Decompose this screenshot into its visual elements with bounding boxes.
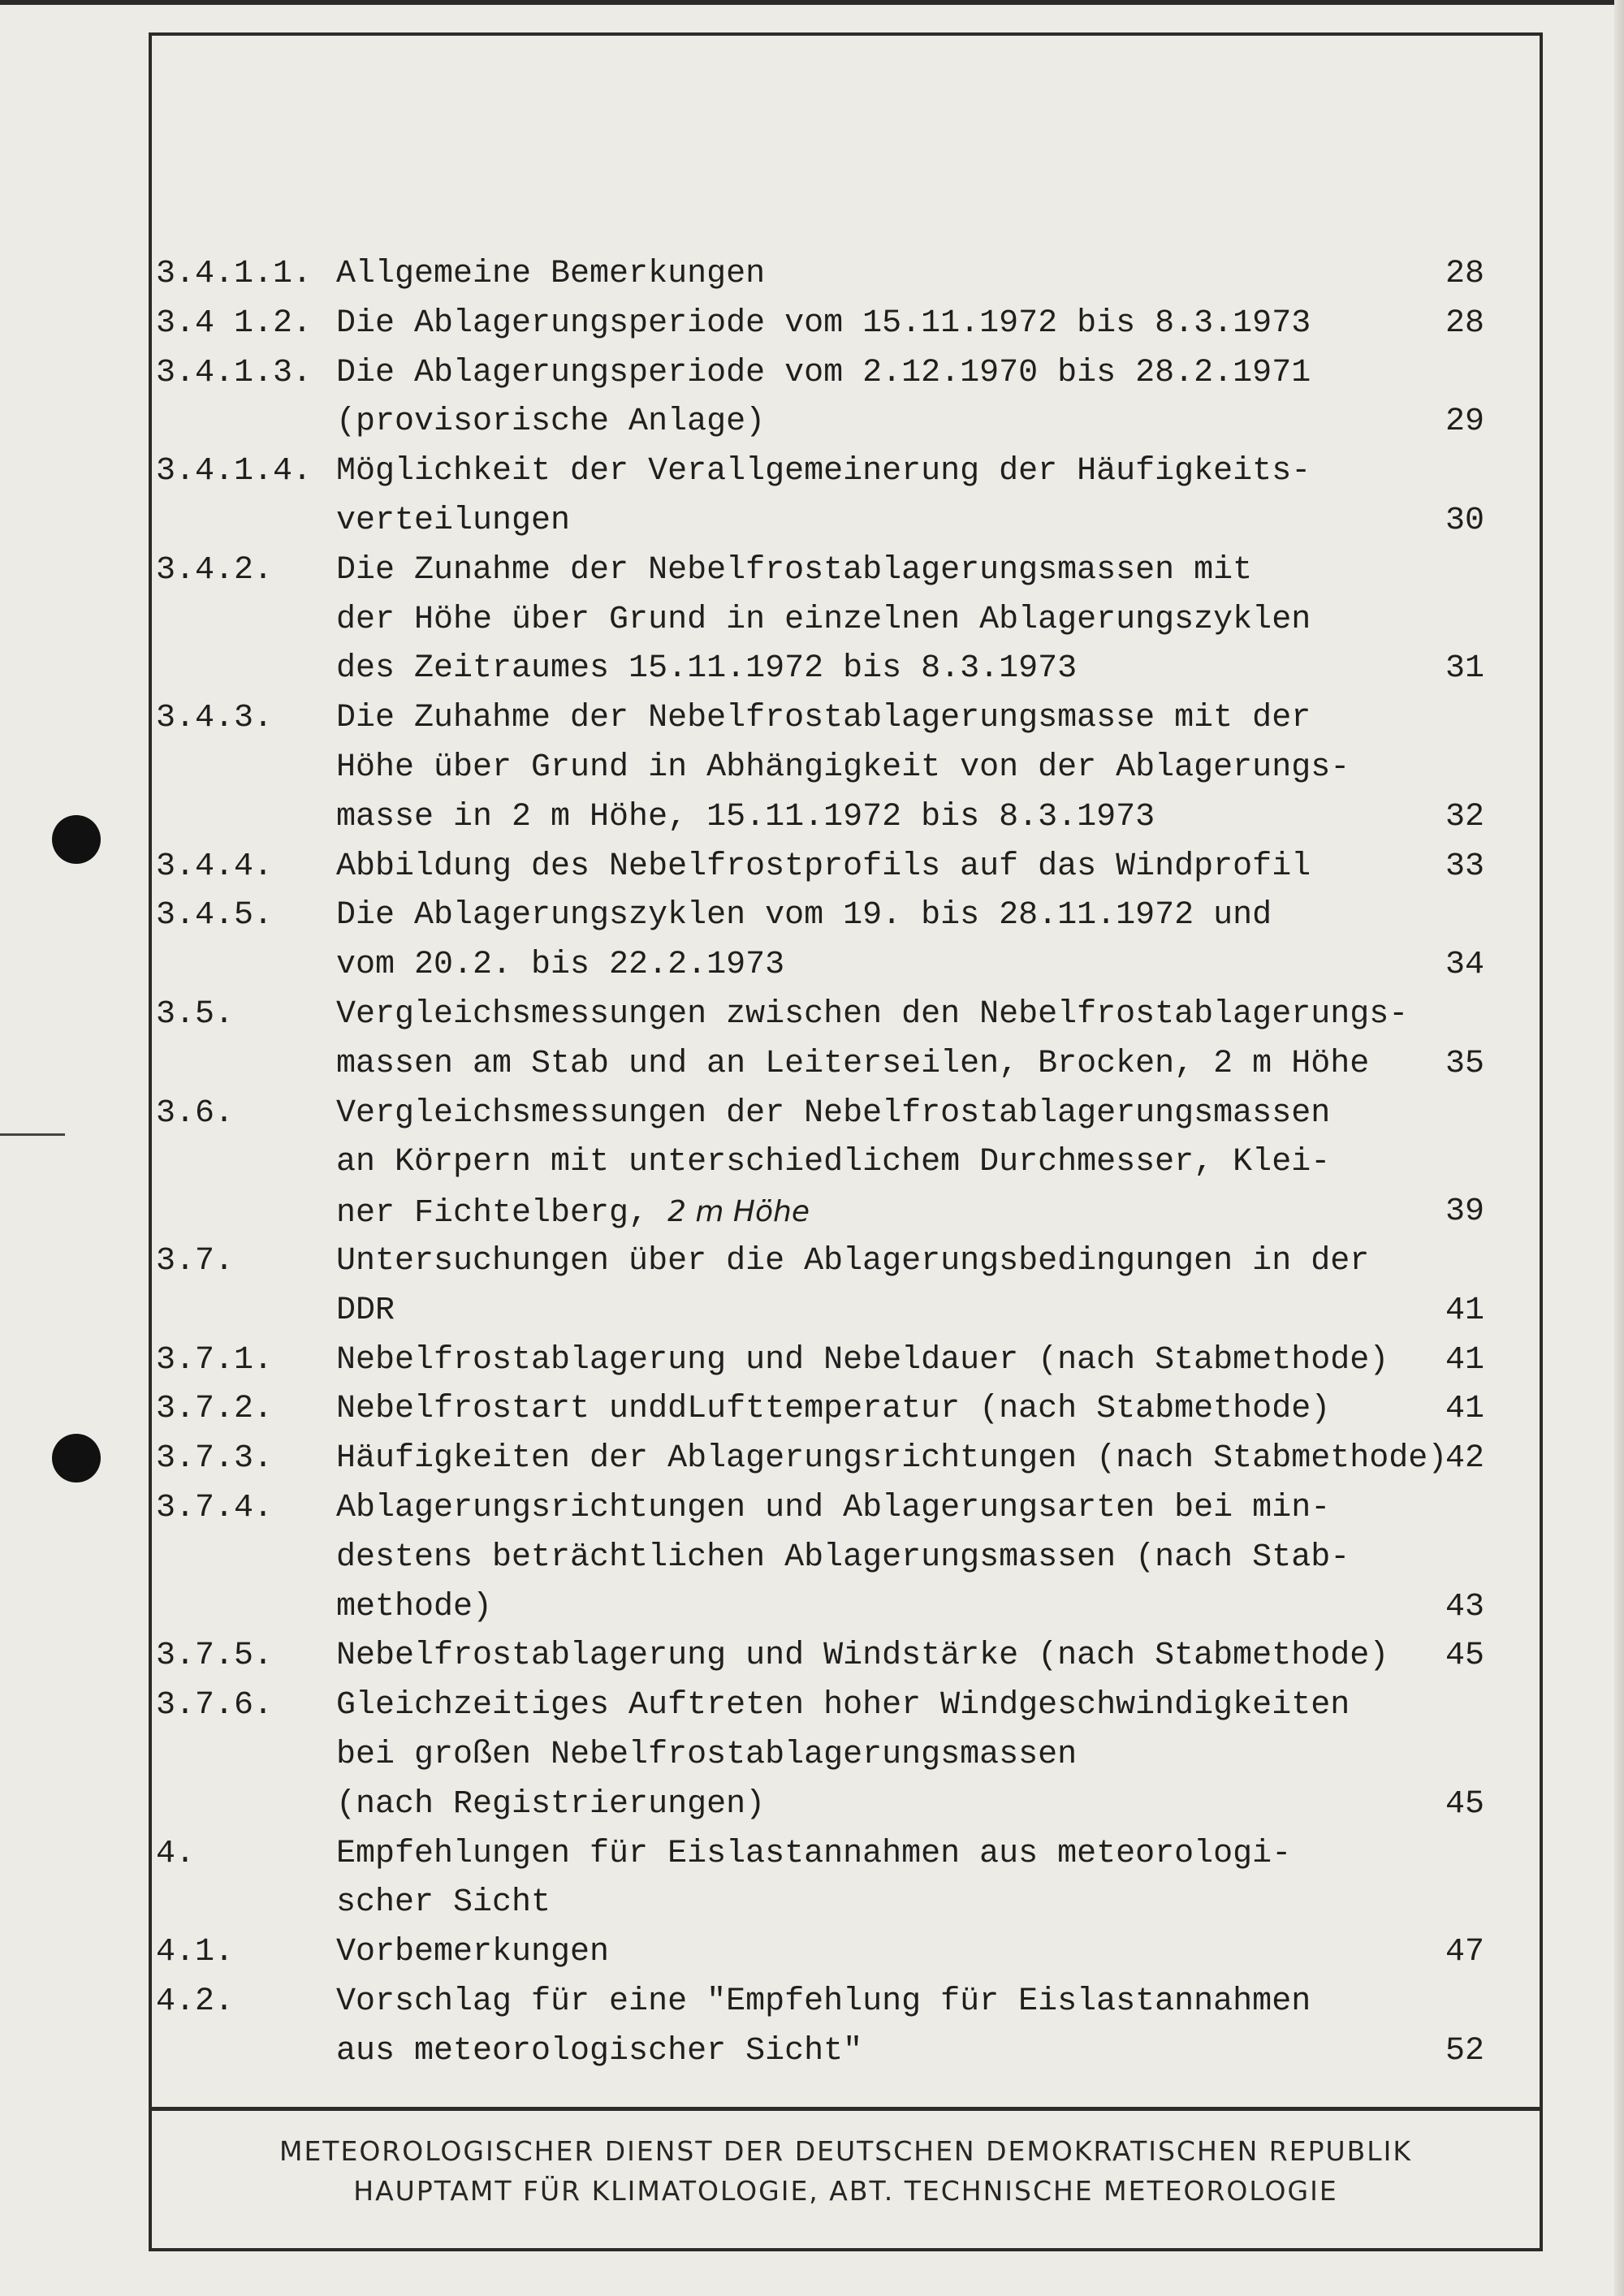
toc-entry — [156, 1681, 1536, 1829]
toc-line — [156, 1385, 1536, 1435]
toc-section-title — [336, 1632, 1389, 1681]
toc-section-title — [336, 744, 1350, 793]
toc-entry — [156, 1385, 1536, 1435]
toc-line — [156, 1534, 1536, 1583]
toc-line — [156, 2027, 1536, 2077]
toc-section-number: 3.4.1.3. — [156, 354, 313, 391]
toc-line — [156, 1435, 1536, 1484]
toc-title-text: aus meteorologischer Sicht" — [336, 2032, 863, 2069]
toc-page-number: 31 — [1445, 650, 1485, 688]
toc-title-text: des Zeitraumes 15.11.1972 bis 8.3.1973 — [336, 650, 1078, 688]
toc-title-text: Häufigkeiten der Ablagerungsrichtungen (nach Stabmethode) — [336, 1440, 1448, 1478]
toc-line — [156, 300, 1536, 349]
toc-section-title — [336, 1237, 1369, 1287]
toc-entry — [156, 891, 1536, 990]
toc-section-number: 3.4.3. — [156, 700, 274, 737]
toc-section-title — [336, 546, 1252, 596]
toc-line — [156, 645, 1536, 694]
toc-title-text: der Höhe über Grund in einzelnen Ablagerungszyklen — [336, 601, 1311, 638]
toc-section-title — [336, 1188, 810, 1239]
toc-line — [156, 1830, 1536, 1880]
toc-title-text: Vorschlag für eine "Empfehlung für Eislastannahmen — [336, 1983, 1311, 2020]
toc-line — [156, 398, 1536, 447]
toc-line — [156, 250, 1536, 300]
toc-section-number: 3.7.4. — [156, 1489, 274, 1526]
toc-line — [156, 1632, 1536, 1681]
toc-section-title — [336, 941, 784, 990]
toc-page-number: 41 — [1445, 1391, 1485, 1428]
toc-section-title — [336, 497, 570, 546]
toc-page-number: 30 — [1445, 502, 1485, 539]
toc-entry — [156, 843, 1536, 892]
toc-entry — [156, 546, 1536, 694]
toc-title-text: methode) — [336, 1588, 493, 1625]
toc-section-title — [336, 1287, 395, 1336]
toc-section-title — [336, 447, 1311, 497]
toc-section-title — [336, 1138, 1330, 1188]
toc-line — [156, 990, 1536, 1040]
toc-title-text: massen am Stab und an Leiterseilen, Brocken, 2 m Höhe — [336, 1045, 1370, 1082]
toc-line — [156, 447, 1536, 497]
toc-entry — [156, 1237, 1536, 1336]
toc-entry — [156, 1632, 1536, 1681]
toc-section-number: 3.4.1.1. — [156, 256, 313, 292]
toc-entry — [156, 349, 1536, 448]
toc-line — [156, 1879, 1536, 1928]
toc-title-text: Vorbemerkungen — [336, 1934, 610, 1971]
toc-section-title — [336, 398, 765, 447]
toc-line — [156, 546, 1536, 596]
toc-title-text: Abbildung des Nebelfrostprofils auf das Windprofil — [336, 848, 1311, 885]
toc-title-text: scher Sicht — [336, 1884, 551, 1922]
toc-section-number: 3.7.5. — [156, 1638, 274, 1675]
toc-section-title — [336, 300, 1311, 349]
toc-section-title — [336, 990, 1408, 1040]
toc-title-text: an Körpern mit unterschiedlichem Durchmesser, Klei- — [336, 1144, 1331, 1181]
toc-page-number: 52 — [1445, 2032, 1485, 2069]
toc-entry — [156, 990, 1536, 1090]
punch-hole-bottom — [52, 1434, 101, 1482]
footer — [149, 2131, 1543, 2211]
toc-entry — [156, 694, 1536, 842]
toc-title-text: Ablagerungsrichtungen und Ablagerungsarten bei min- — [336, 1489, 1331, 1526]
toc-section-title — [336, 349, 1311, 399]
toc-title-text: vom 20.2. bis 22.2.1973 — [336, 947, 785, 984]
toc-section-title — [336, 694, 1311, 744]
toc-entry — [156, 1090, 1536, 1237]
toc-line — [156, 1237, 1536, 1287]
toc-title-text: bei großen Nebelfrostablagerungsmassen — [336, 1736, 1078, 1773]
toc-entry — [156, 1484, 1536, 1632]
toc-line — [156, 1040, 1536, 1090]
toc-section-title — [336, 1435, 1447, 1484]
toc-section-title — [336, 250, 765, 300]
toc-section-title — [336, 2027, 862, 2077]
toc-entry — [156, 1978, 1536, 2077]
toc-title-text: Nebelfrostablagerung und Windstärke (nach Stabmethode) — [336, 1638, 1389, 1675]
toc-title-text: Die Zuhahme der Nebelfrostablagerungsmasse mit der — [336, 700, 1311, 737]
toc-line — [156, 891, 1536, 941]
toc-page-number: 39 — [1445, 1193, 1485, 1231]
footer-line-department: HAUPTAMT FÜR KLIMATOLOGIE, ABT. TECHNISCHE METEOROLOGIE — [353, 2175, 1338, 2207]
toc-section-number: 3.4.1.4. — [156, 453, 313, 490]
toc-page-number: 43 — [1445, 1588, 1485, 1625]
toc-title-text: verteilungen — [336, 502, 571, 539]
toc-section-number: 3.7.6. — [156, 1687, 274, 1724]
toc-section-title — [336, 1484, 1330, 1534]
toc-title-text: DDR — [336, 1292, 395, 1329]
toc-page-number: 28 — [1445, 256, 1485, 292]
toc-line — [156, 793, 1536, 843]
toc-title-text: (provisorische Anlage) — [336, 404, 766, 441]
toc-title-text: Gleichzeitiges Auftreten hoher Windgeschwindigkeiten — [336, 1687, 1350, 1724]
toc-entry — [156, 1435, 1536, 1484]
toc-line — [156, 1978, 1536, 2027]
toc-section-number: 3.7.1. — [156, 1341, 274, 1379]
toc-line — [156, 1928, 1536, 1978]
toc-page-number: 28 — [1445, 304, 1485, 342]
toc-section-title — [336, 1090, 1330, 1139]
toc-title-text: destens beträchtlichen Ablagerungsmassen (nach Stab- — [336, 1539, 1350, 1576]
toc-page-number: 42 — [1445, 1440, 1485, 1478]
toc-section-title — [336, 891, 1272, 941]
toc-title-text: Möglichkeit der Verallgemeinerung der Häufigkeits- — [336, 453, 1311, 490]
toc-title-text: ner Fichtelberg, — [336, 1195, 649, 1232]
toc-page-number: 29 — [1445, 404, 1485, 441]
toc-line — [156, 596, 1536, 645]
toc-section-title — [336, 1534, 1350, 1583]
toc-title-text: Höhe über Grund in Abhängigkeit von der Ablagerungs- — [336, 749, 1350, 786]
toc-line — [156, 1484, 1536, 1534]
toc-line — [156, 1681, 1536, 1731]
toc-section-number: 4.2. — [156, 1983, 235, 2020]
toc-section-number: 3.4.4. — [156, 848, 274, 885]
toc-section-title — [336, 1336, 1389, 1386]
toc-line — [156, 349, 1536, 399]
toc-section-number: 3.7.2. — [156, 1391, 274, 1428]
toc-entry — [156, 1928, 1536, 1978]
toc-entry — [156, 1336, 1536, 1386]
toc-page-number: 45 — [1445, 1638, 1485, 1675]
toc-page-number: 34 — [1445, 947, 1485, 984]
toc-section-title — [336, 1830, 1291, 1880]
toc-title-text: Vergleichsmessungen zwischen den Nebelfrostablagerungs- — [336, 995, 1409, 1033]
toc-line — [156, 1188, 1536, 1237]
toc-page-number: 47 — [1445, 1934, 1485, 1971]
toc-title-text: Allgemeine Bemerkungen — [336, 256, 766, 292]
toc-section-title — [336, 1681, 1350, 1731]
toc-section-title — [336, 793, 1155, 843]
toc-section-title — [336, 1583, 492, 1633]
toc-page-number: 32 — [1445, 798, 1485, 835]
toc-section-number: 3.4.2. — [156, 551, 274, 589]
toc-title-text: Die Ablagerungszyklen vom 19. bis 28.11.1972 und — [336, 897, 1272, 934]
toc-section-title — [336, 1731, 1077, 1780]
toc-line — [156, 1287, 1536, 1336]
toc-line — [156, 1731, 1536, 1780]
toc-title-text: Die Ablagerungsperiode vom 2.12.1970 bis 28.2.1971 — [336, 354, 1311, 391]
toc-section-title — [336, 1040, 1369, 1090]
toc-section-number: 3.4 1.2. — [156, 304, 313, 342]
toc-title-text: Empfehlungen für Eislastannahmen aus meteorologi- — [336, 1835, 1292, 1872]
toc-line — [156, 1336, 1536, 1386]
toc-page-number: 33 — [1445, 848, 1485, 885]
toc-line — [156, 1583, 1536, 1633]
toc-entry — [156, 447, 1536, 546]
toc-section-number: 3.7.3. — [156, 1440, 274, 1478]
footer-rule — [149, 2107, 1543, 2111]
toc-section-title — [336, 1879, 551, 1928]
toc-section-title — [336, 1928, 609, 1978]
toc-title-text: (nach Registrierungen) — [336, 1785, 766, 1823]
toc-section-title — [336, 1978, 1311, 2027]
toc-page-number: 45 — [1445, 1785, 1485, 1823]
toc-line — [156, 1780, 1536, 1830]
toc-section-title — [336, 1385, 1330, 1435]
toc-entry — [156, 300, 1536, 349]
fold-mark — [0, 1133, 65, 1136]
toc-entry — [156, 1830, 1536, 1929]
toc-page-number: 41 — [1445, 1341, 1485, 1379]
toc-section-number: 3.6. — [156, 1094, 235, 1132]
toc-section-title — [336, 843, 1311, 892]
toc-page-number: 41 — [1445, 1292, 1485, 1329]
toc-line — [156, 1138, 1536, 1188]
toc-title-text: Die Ablagerungsperiode vom 15.11.1972 bis 8.3.1973 — [336, 304, 1311, 342]
toc-section-number: 4.1. — [156, 1934, 235, 1971]
toc-title-text: Untersuchungen über die Ablagerungsbedingungen in der — [336, 1242, 1370, 1280]
punch-hole-top — [52, 815, 101, 864]
toc-section-number: 4. — [156, 1835, 196, 1872]
toc-title-text: masse in 2 m Höhe, 15.11.1972 bis 8.3.1973 — [336, 798, 1155, 835]
toc-title-text: Nebelfrostablagerung und Nebeldauer (nach Stabmethode) — [336, 1341, 1389, 1379]
toc-entry — [156, 250, 1536, 300]
toc-line — [156, 694, 1536, 744]
footer-line-institution: METEOROLOGISCHER DIENST DER DEUTSCHEN DEMOKRATISCHEN REPUBLIK — [279, 2135, 1413, 2167]
toc-section-title — [336, 1780, 765, 1830]
toc-section-number: 3.7. — [156, 1242, 235, 1280]
table-of-contents — [156, 250, 1536, 2076]
toc-section-title — [336, 596, 1311, 645]
toc-section-title — [336, 645, 1077, 694]
toc-page-number: 35 — [1445, 1045, 1485, 1082]
toc-line — [156, 1090, 1536, 1139]
toc-line — [156, 744, 1536, 793]
toc-title-text: Die Zunahme der Nebelfrostablagerungsmassen mit — [336, 551, 1253, 589]
page-top-edge — [0, 0, 1624, 5]
page-right-edge — [1614, 0, 1624, 2296]
toc-title-text: Vergleichsmessungen der Nebelfrostablagerungsmassen — [336, 1094, 1331, 1132]
toc-line — [156, 843, 1536, 892]
toc-section-number: 3.4.5. — [156, 897, 274, 934]
handwritten-note: 2 m Höhe — [667, 1195, 810, 1229]
toc-line — [156, 497, 1536, 546]
toc-title-text: Nebelfrostart unddLufttemperatur (nach Stabmethode) — [336, 1391, 1331, 1428]
toc-section-number: 3.5. — [156, 995, 235, 1033]
toc-line — [156, 941, 1536, 990]
